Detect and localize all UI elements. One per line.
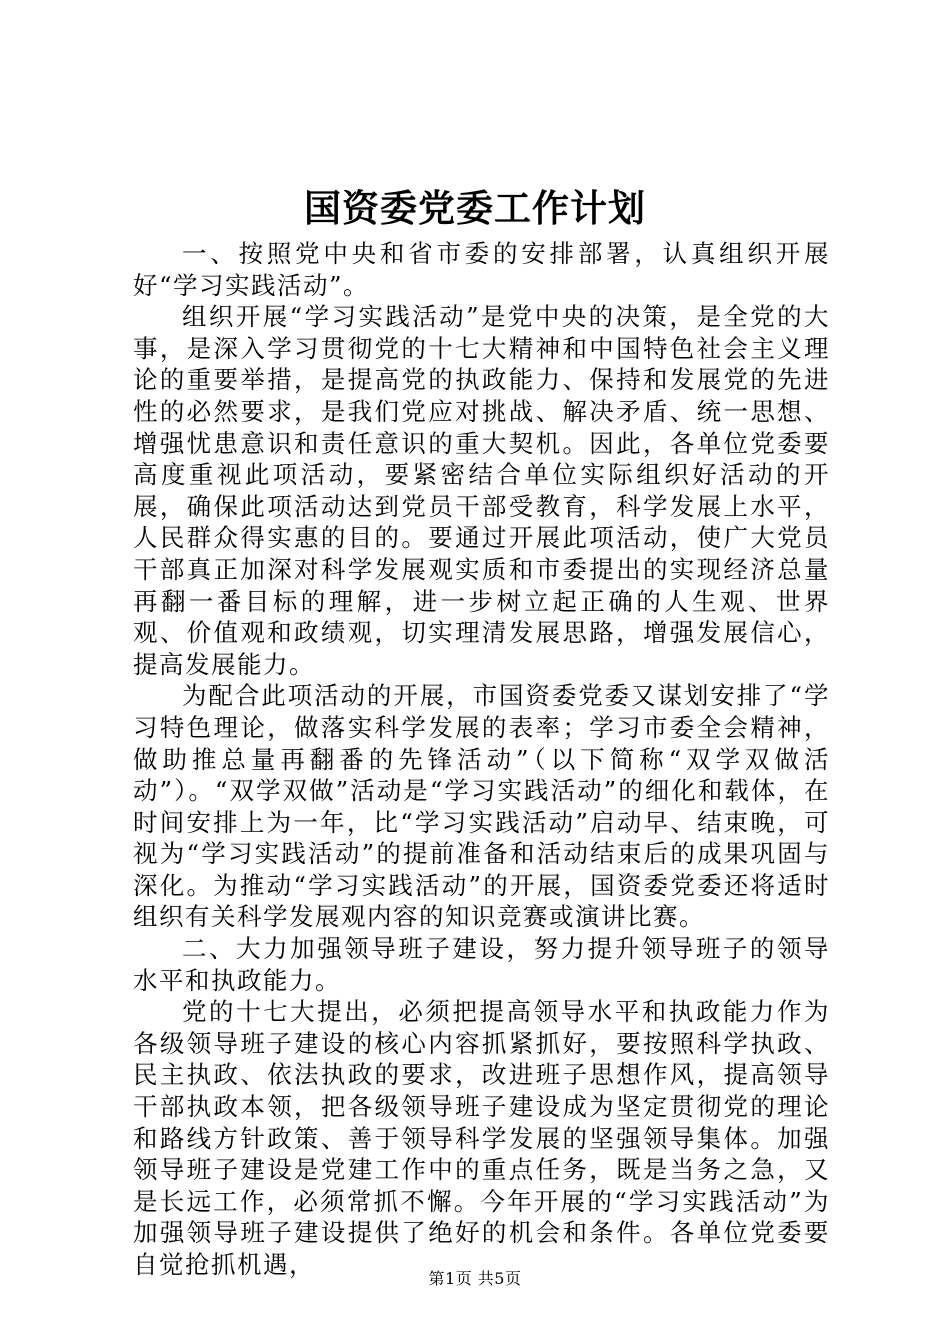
paragraph-2: 组织开展“学习实践活动”是党中央的决策，是全党的大事，是深入学习贯彻党的十七大精神和中国特色社会主义理论的重要举措，是提高党的执政能力、保持和发展党的先进性的必然要求，是我们党应对挑战、解决矛盾、统一思想、增强忧患意识和责任意识的重大契机。因此，各单位党委要高度重视此项活动，要紧密结合单位实际组织好活动的开展，确保此项活动达到党员干部受教育，科学发展上水平，人民群众得实惠的目的。要通过开展此项活动，使广大党员干部真正加深对科学发展观实质和市委提出的实现经济总量再翻一番目标的理解，进一步树立起正确的人生观、世界观、价值观和政绩观，切实理清发展思路，增强发展信心，提高发展能力。 — [133, 302, 830, 679]
paragraph-3: 为配合此项活动的开展，市国资委党委又谋划安排了“学习特色理论，做落实科学发展的表率；学习市委全会精神，做助推总量再翻番的先锋活动”（以下简称“双学双做活动”）。“双学双做”活动是“学习实践活动”的细化和载体，在时间安排上为一年，比“学习实践活动”启动早、结束晚，可视为“学习实践活动”的提前准备和活动结束后的成果巩固与深化。为推动“学习实践活动”的开展，国资委党委还将适时组织有关科学发展观内容的知识竞赛或演讲比赛。 — [133, 681, 830, 932]
paragraph-1: 一、按照党中央和省市委的安排部署，认真组织开展好“学习实践活动”。 — [133, 239, 830, 300]
paragraph-5: 党的十七大提出，必须把提高领导水平和执政能力作为各级领导班子建设的核心内容抓紧抓好，要按照科学执政、民主执政、依法执政的要求，改进班子思想作风，提高领导干部执政本领，把各级领导班子建设成为坚定贯彻党的理论和路线方针政策、善于领导科学发展的坚强领导集体。加强领导班子建设是党建工作中的重点任务，既是当务之急，又是长远工作，必须常抓不懈。今年开展的“学习实践活动”为加强领导班子建设提供了绝好的机会和条件。各单位党委要自觉抢抓机遇， — [133, 997, 830, 1279]
document-body — [133, 238, 830, 1281]
paragraph-4: 二、大力加强领导班子建设，努力提升领导班子的领导水平和执政能力。 — [133, 934, 830, 995]
page-number-footer: 第1页 共5页 — [428, 1269, 522, 1288]
document-title: 国资委党委工作计划 — [304, 186, 646, 230]
